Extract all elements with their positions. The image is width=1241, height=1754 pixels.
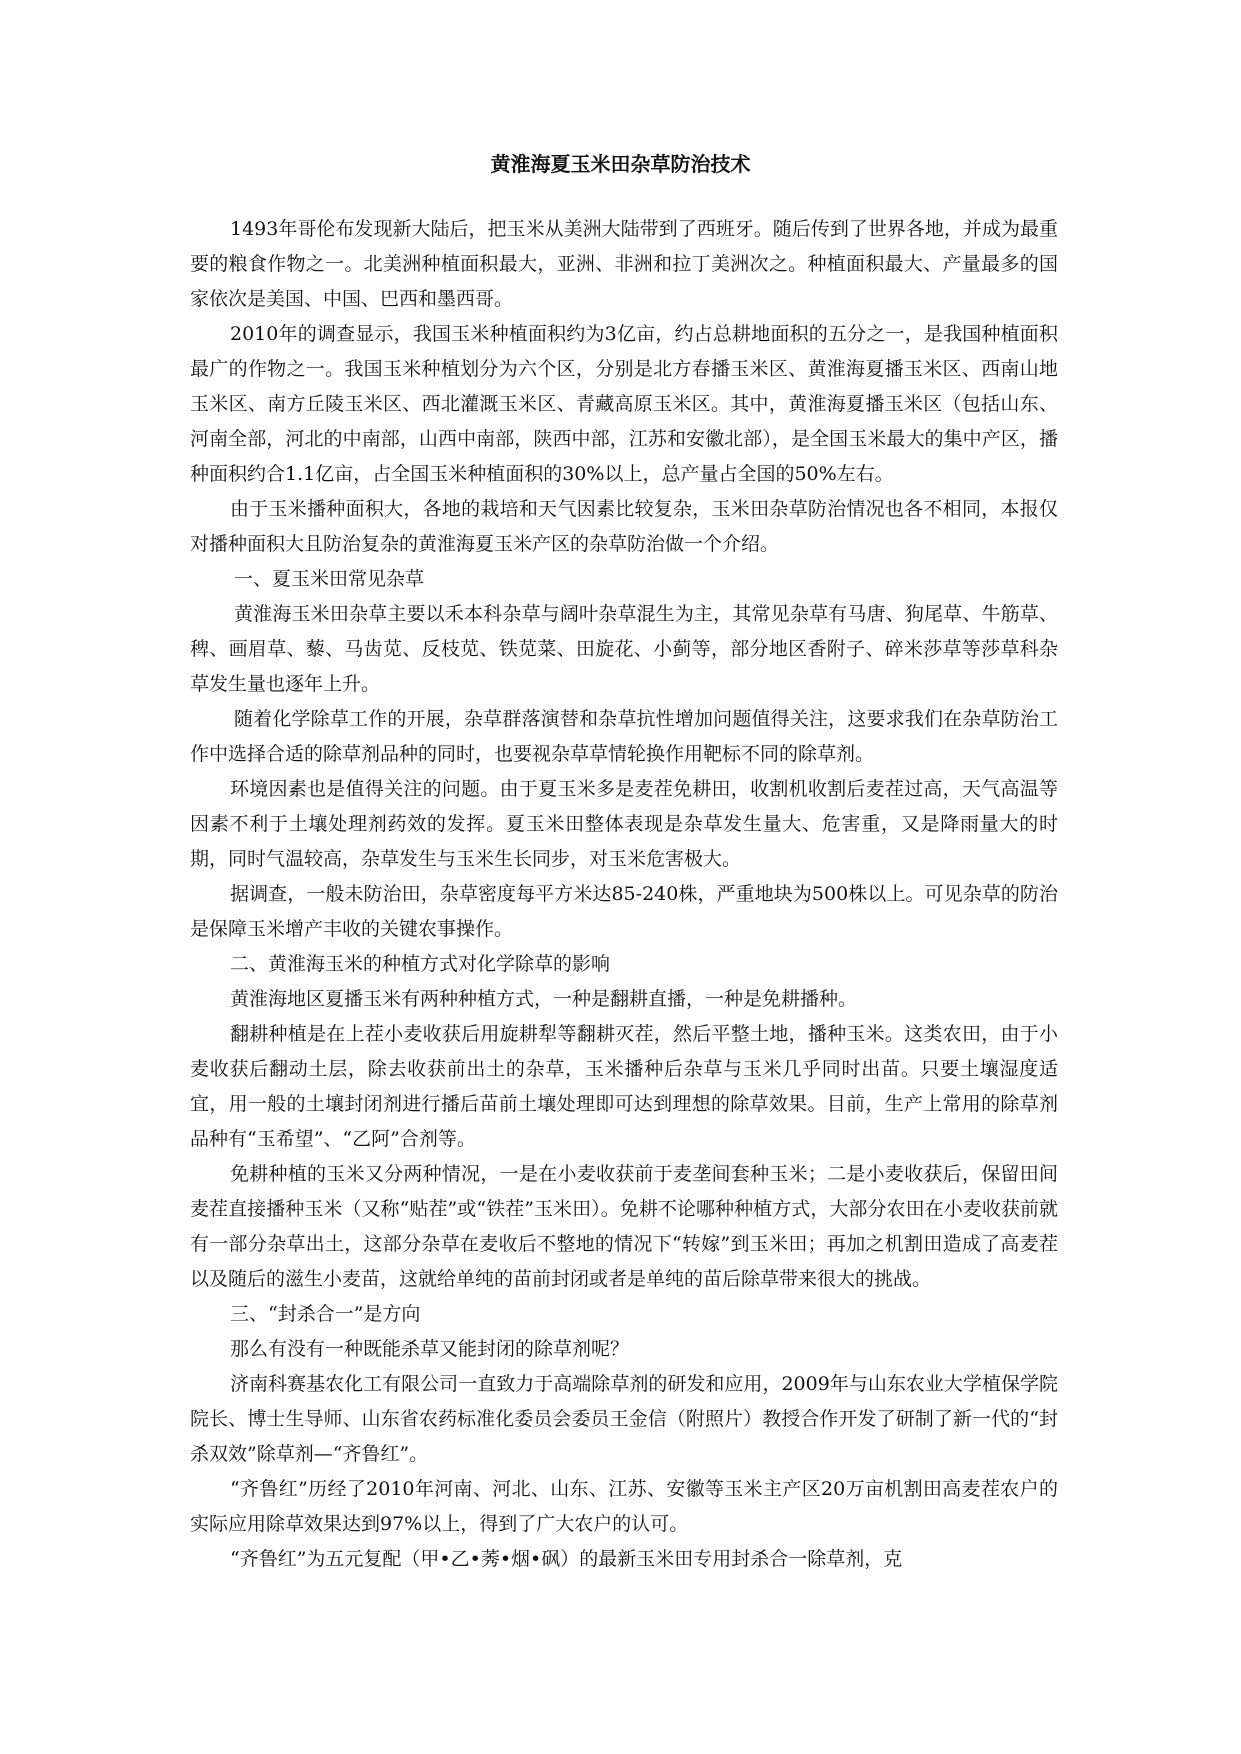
paragraph-formula: “齐鲁红”为五元复配（甲•乙•莠•烟•砜）的最新玉米田专用封杀合一除草剂，克 [230, 1548, 903, 1570]
section-heading-1: 一、夏玉米田常见杂草 [234, 568, 425, 590]
paragraph-question: 那么有没有一种既能杀草又能封闭的除草剂呢？ [230, 1338, 630, 1360]
paragraph-history: 1493年哥伦布发现新大陆后，把玉米从美洲大陆带到了西班牙。随后传到了世界各地，并成为最重要的粮食作物之一。北美洲种植面积最大，亚洲、非洲和拉丁美洲次之。种植面积最大、产量最多的国家依次是美国、中国、巴西和墨西哥。 [190, 218, 1058, 310]
document-title: 黄淮海夏玉米田杂草防治技术 [490, 152, 751, 176]
paragraph-tillage: 翻耕种植是在上茬小麦收获后用旋耕犁等翻耕灭茬，然后平整土地，播种玉米。这类农田，由于小麦收获后翻动土层，除去收获前出土的杂草，玉米播种后杂草与玉米几乎同时出苗。只要土壤湿度适宜，用一般的土壤封闭剂进行播后苗前土壤处理即可达到理想的除草效果。目前，生产上常用的除草剂品种有“玉希望”、“乙阿”合剂等。 [190, 1023, 1058, 1150]
paragraph-results: “齐鲁红”历经了2010年河南、河北、山东、江苏、安徽等玉米主产区20万亩机割田高麦茬农户的实际应用除草效果达到97%以上，得到了广大农户的认可。 [190, 1478, 1058, 1535]
paragraph-weed-types: 黄淮海玉米田杂草主要以禾本科杂草与阔叶杂草混生为主，其常见杂草有马唐、狗尾草、牛筋草、稗、画眉草、藜、马齿苋、反枝苋、铁苋菜、田旋花、小蓟等，部分地区香附子、碎米莎草等莎草科杂草发生量也逐年上升。 [190, 603, 1058, 695]
paragraph-survey: 2010年的调查显示，我国玉米种植面积约为3亿亩，约占总耕地面积的五分之一，是我国种植面积最广的作物之一。我国玉米种植划分为六个区，分别是北方春播玉米区、黄淮海夏播玉米区、西南山地玉米区、南方丘陵玉米区、西北灌溉玉米区、青藏高原玉米区。其中，黄淮海夏播玉米区（包括山东、河南全部，河北的中南部，山西中南部，陕西中部，江苏和安徽北部），是全国玉米最大的集中产区，播种面积约合1.1亿亩，占全国玉米种植面积的30%以上，总产量占全国的50%左右。 [190, 323, 1058, 485]
section-heading-3: 三、“封杀合一”是方向 [230, 1303, 421, 1325]
paragraph-resistance: 随着化学除草工作的开展，杂草群落演替和杂草抗性增加问题值得关注，这要求我们在杂草防治工作中选择合适的除草剂品种的同时，也要视杂草草情轮换作用靶标不同的除草剂。 [190, 708, 1058, 765]
paragraph-planting-methods: 黄淮海地区夏播玉米有两种种植方式，一种是翻耕直播，一种是免耕播种。 [230, 988, 858, 1010]
paragraph-no-tillage: 免耕种植的玉米又分两种情况，一是在小麦收获前于麦垄间套种玉米；二是小麦收获后，保留田间麦茬直接播种玉米（又称“贴茬”或“铁茬”玉米田）。免耕不论哪种种植方式，大部分农田在小麦收获前就有一部分杂草出土，这部分杂草在麦收后不整地的情况下“转嫁”到玉米田；再加之机割田造成了高麦茬以及随后的滋生小麦苗，这就给单纯的苗前封闭或者是单纯的苗后除草带来很大的挑战。 [190, 1163, 1058, 1290]
paragraph-density: 据调查，一般未防治田，杂草密度每平方米达85-240株，严重地块为500株以上。可见杂草的防治是保障玉米增产丰收的关键农事操作。 [190, 883, 1058, 940]
section-heading-2: 二、黄淮海玉米的种植方式对化学除草的影响 [230, 953, 611, 975]
paragraph-company: 济南科赛基农化工有限公司一直致力于高端除草剂的研发和应用，2009年与山东农业大学植保学院院长、博士生导师、山东省农药标准化委员会委员王金信（附照片）教授合作开发了研制了新一代的“封杀双效”除草剂—“齐鲁红”。 [190, 1373, 1058, 1465]
paragraph-environment: 环境因素也是值得关注的问题。由于夏玉米多是麦茬免耕田，收割机收割后麦茬过高，天气高温等因素不利于土壤处理剂药效的发挥。夏玉米田整体表现是杂草发生量大、危害重，又是降雨量大的时期，同时气温较高，杂草发生与玉米生长同步，对玉米危害极大。 [190, 778, 1058, 870]
document-body [190, 212, 1058, 1577]
paragraph-intro: 由于玉米播种面积大，各地的栽培和天气因素比较复杂，玉米田杂草防治情况也各不相同，本报仅对播种面积大且防治复杂的黄淮海夏玉米产区的杂草防治做一个介绍。 [190, 498, 1058, 555]
